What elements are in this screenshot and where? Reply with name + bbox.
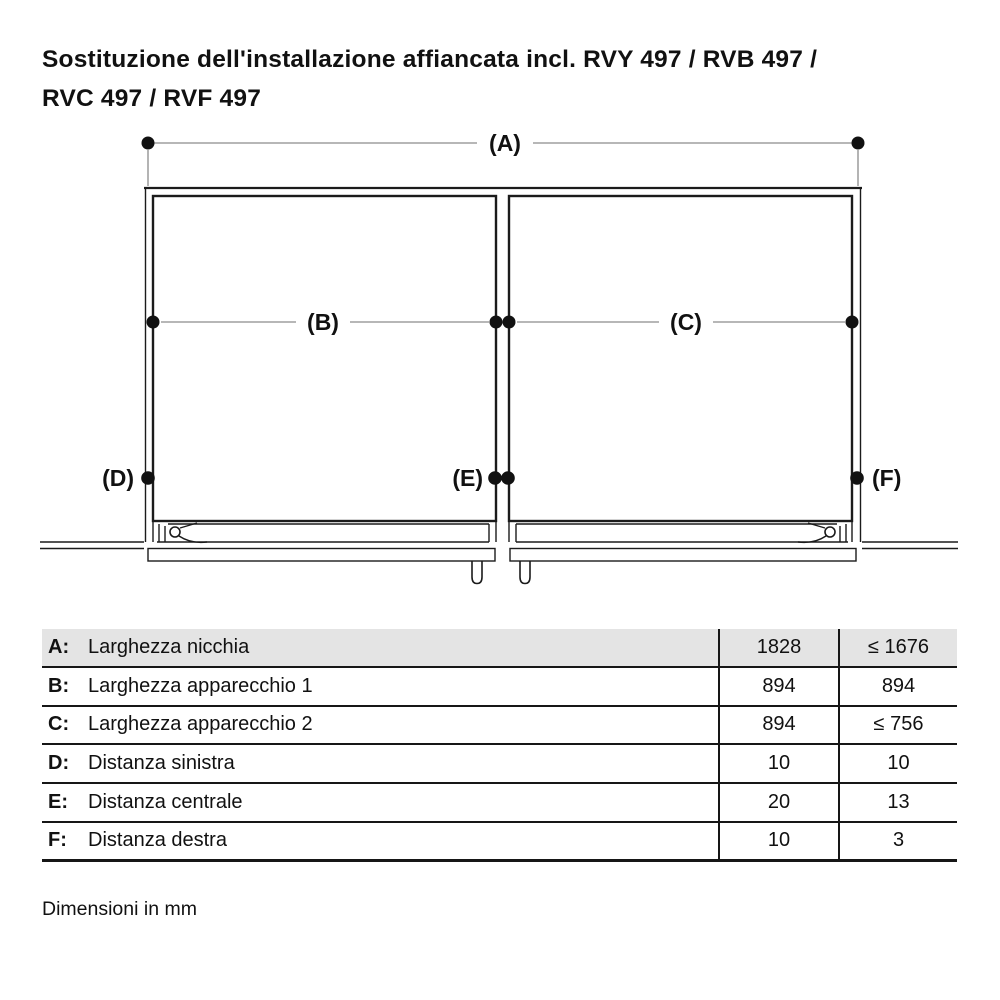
gap-marker-d xyxy=(102,465,155,491)
bracket-pivot-icon xyxy=(825,527,835,537)
label-a: (A) xyxy=(489,130,521,156)
row-value-1: 10 xyxy=(718,745,838,782)
dimension-c xyxy=(503,309,859,335)
dimension-dot xyxy=(142,137,155,150)
appliance-2-plinth xyxy=(509,521,852,542)
dimension-dot xyxy=(141,471,155,485)
row-value-2: 13 xyxy=(838,784,957,821)
row-value-2: 3 xyxy=(838,823,957,859)
row-label: Larghezza nicchia xyxy=(88,635,250,658)
dimension-dot xyxy=(490,316,503,329)
label-d: (D) xyxy=(102,465,134,491)
label-c: (C) xyxy=(670,309,702,335)
plinth-base-left xyxy=(148,549,495,562)
dimension-dot xyxy=(852,137,865,150)
row-value-1: 894 xyxy=(718,668,838,705)
appliance-1-plinth xyxy=(153,521,496,542)
dimensions-table xyxy=(42,629,957,862)
row-value-1: 1828 xyxy=(718,629,838,666)
row-label: Larghezza apparecchio 1 xyxy=(88,674,313,697)
dimension-dot xyxy=(850,471,864,485)
bracket-pivot-icon xyxy=(170,527,180,537)
row-value-2: 894 xyxy=(838,668,957,705)
table-row-f xyxy=(42,823,957,862)
page-title-line1: Sostituzione dell'installazione affiancata incl. RVY 497 / RVB 497 / xyxy=(42,46,818,73)
dimension-dot xyxy=(846,316,859,329)
row-label: Distanza sinistra xyxy=(88,752,235,775)
row-value-2: ≤ 756 xyxy=(838,707,957,744)
row-label: Larghezza apparecchio 2 xyxy=(88,713,313,736)
label-e: (E) xyxy=(452,465,483,491)
page-title-line2: RVC 497 / RVF 497 xyxy=(42,85,262,112)
table-row-b xyxy=(42,668,957,707)
countertop-right xyxy=(862,542,958,549)
appliance-2 xyxy=(509,196,852,521)
gap-marker-f xyxy=(850,465,901,491)
appliance-1 xyxy=(153,196,496,521)
niche-outline xyxy=(144,188,862,542)
appliance-feet xyxy=(472,561,530,584)
dimension-dot xyxy=(503,316,516,329)
row-letter: B: xyxy=(48,674,70,697)
gap-marker-e xyxy=(452,465,514,491)
table-row-a xyxy=(42,629,957,668)
row-value-1: 894 xyxy=(718,707,838,744)
plinth-base-right xyxy=(510,549,856,562)
row-value-1: 10 xyxy=(718,823,838,859)
table-row-e xyxy=(42,784,957,823)
row-letter: C: xyxy=(48,713,70,736)
row-letter: D: xyxy=(48,752,70,775)
table-row-d xyxy=(42,745,957,784)
countertop-left xyxy=(40,542,144,549)
units-note: Dimensioni in mm xyxy=(42,898,197,920)
label-b: (B) xyxy=(307,309,339,335)
row-letter: E: xyxy=(48,791,68,814)
foot-left xyxy=(472,561,482,584)
dimension-dot xyxy=(501,471,515,485)
row-label: Distanza destra xyxy=(88,829,227,852)
row-value-2: 10 xyxy=(838,745,957,782)
row-value-1: 20 xyxy=(718,784,838,821)
label-f: (F) xyxy=(872,465,902,491)
dimension-a xyxy=(142,130,865,186)
foot-right xyxy=(520,561,530,584)
table-row-c xyxy=(42,707,957,746)
dimension-b xyxy=(147,309,503,335)
row-value-2: ≤ 1676 xyxy=(838,629,957,666)
dimension-dot xyxy=(488,471,502,485)
row-label: Distanza centrale xyxy=(88,791,243,814)
dimension-dot xyxy=(147,316,160,329)
row-letter: F: xyxy=(48,829,67,852)
row-letter: A: xyxy=(48,635,70,658)
